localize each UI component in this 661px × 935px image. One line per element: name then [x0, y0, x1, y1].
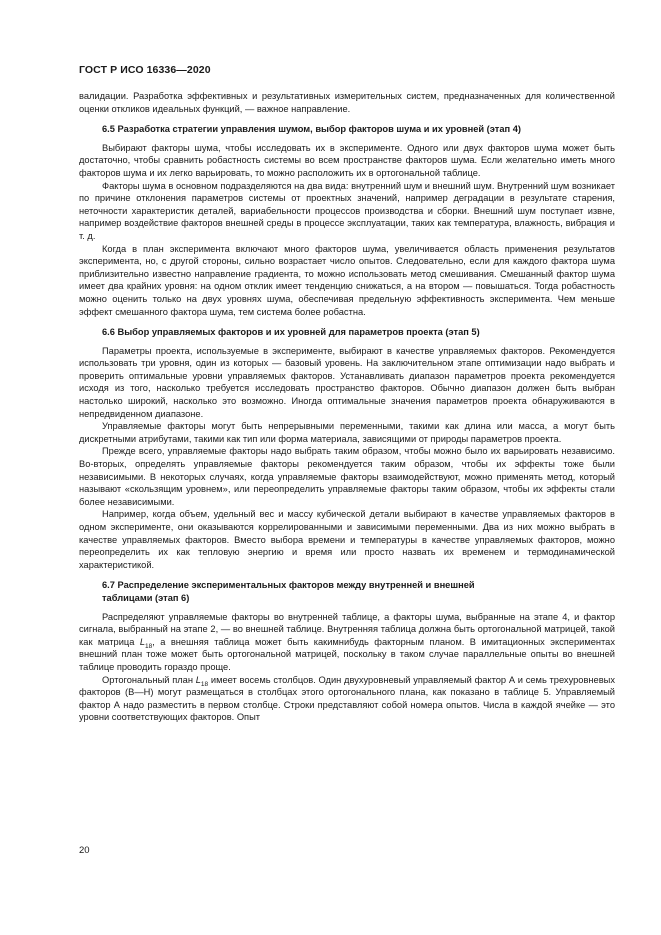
s67-p1-text-b: , а внешняя таблица может быть какимнибудь факторным планом. В имитационных экспериментах внешний план тоже может быть ортогональной матрицей, поскольку в таком случае параллельные опыты во внешней таблице проводить гораздо проще. — [79, 636, 615, 672]
plan-symbol: L — [195, 674, 201, 685]
s65-paragraph-2: Факторы шума в основном подразделяются на два вида: внутренний шум и внешний шум. Внутренний шум возникает по причине отклонения параметров системы от проектных значений, например деградации в результате старения, неточности характеристик деталей, вариабельности процессов производства и сборки. Внешний шум поступает извне, например воздействие факторов внешней среды в процессе эксплуатации, таких как температура, влажность, вибрация и т. д. — [79, 180, 615, 241]
s67-title-line-2: таблицами (этап 6) — [102, 592, 190, 603]
s66-paragraph-1: Параметры проекта, используемые в эксперименте, выбирают в качестве управляемых факторов. Рекомендуется использовать три уровня, один из которых — базовый уровень. На заключительном этапе оптимизации надо выбрать и проверить оптимальные уровни управляемых факторов. Устанавливать диапазон параметров проекта рекомендуется исходя из того, насколько требуется исследовать пространство факторов. Обычно диапазон должен быть выбран настолько широкий, насколько это возможно. Иногда оптимальные значения параметров проекта обнаруживаются в непредвиденном диапазоне. — [79, 345, 615, 419]
s66-paragraph-4: Например, когда объем, удельный вес и массу кубической детали выбирают в качестве управляемых факторов в одном эксперименте, они оказываются коррелированными и зависимыми переменными. Два из них можно выбрать в качестве управляемых факторов. Вместо выбора времени и температуры в качестве управляемых факторов, можно переопределить их как тепловую энергию и время или просто назвать их временем и термодинамической характеристикой. — [79, 509, 615, 570]
intro-paragraph: валидации. Разработка эффективных и результативных измерительных систем, предназначенных для количественной оценки откликов идеальных функций, — важное направление. — [79, 91, 615, 114]
s67-p2-text-a: Ортогональный план — [102, 674, 196, 685]
page-body — [79, 90, 615, 724]
s67-p1-text-a: Распределяют управляемые факторы во внутренней таблице, а факторы шума, выбранные на этапе 4, и фактор сигнала, выбранный на этапе 2, — во внешней таблице. Внутренняя таблица должна быть ортогональной матрицей, такой как матрица — [79, 611, 615, 647]
s65-paragraph-3: Когда в план эксперимента включают много факторов шума, увеличивается область применения результатов эксперимента, но, с другой стороны, сильно возрастает число опытов. Следовательно, если для каждого фактора шума приблизительно известно направление градиента, то можно использовать метод смешивания. Смешанный фактор шума имеет два крайних уровня: на одном отклик имеет тенденцию снижаться, а на втором — повышаться. Тогда робастность можно оценить только на двух уровнях шума, обеспечивая предельную эффективность эксперимента. Чем меньше эффект смешанного фактора шума, тем система более робастна. — [79, 243, 615, 317]
s67-p2-text-b: имеет восемь столбцов. Один двухуровневый управляемый фактор А и семь трехуровневых факторов (В—Н) могут размещаться в столбцах этого ортогонального плана, как показано в таблице 5. Управляемый фактор А надо разместить в первом столбце. Строки представляют собой номера опытов. Числа в каждой ячейке — это уровни соответствующих факторов. Опыт — [79, 674, 615, 723]
s67-paragraph-2 — [79, 674, 615, 724]
standard-header: ГОСТ Р ИСО 16336—2020 — [79, 64, 211, 76]
s65-paragraph-1: Выбирают факторы шума, чтобы исследовать их в эксперименте. Одного или двух факторов шума может быть достаточно, чтобы сравнить робастность системы во всем пространстве факторов шума. Если желательно иметь много факторов шума и их легко варьировать, то можно расположить их в ортогональной таблице. — [79, 142, 615, 178]
plan-subscript: 18 — [200, 680, 209, 688]
s66-paragraph-2: Управляемые факторы могут быть непрерывными переменными, такими как длина или масса, а могут быть дискретными атрибутами, такими как тип или форма материала, зависящими от природы параметров проекта. — [79, 421, 615, 444]
matrix-symbol: L — [139, 636, 146, 647]
section-6-5-title: 6.5 Разработка стратегии управления шумом, выбор факторов шума и их уровней (этап 4) — [102, 124, 521, 135]
page-number: 20 — [79, 845, 90, 856]
matrix-subscript: 18 — [145, 642, 153, 650]
s67-title-line-1: 6.7 Распределение экспериментальных факторов между внутренней и внешней — [102, 580, 475, 591]
section-6-6-title: 6.6 Выбор управляемых факторов и их уровней для параметров проекта (этап 5) — [102, 327, 480, 338]
s66-paragraph-3: Прежде всего, управляемые факторы надо выбрать таким образом, чтобы можно было их варьировать независимо. Во-вторых, определять управляемые факторы рекомендуется таким образом, чтобы их эффекты тоже были независимыми. В некоторых случаях, когда управляемые факторы взаимодействуют, можно применять метод, который называют «скользящим уровнем», или переопределить управляемые факторы таким образом, чтобы их эффекты стали более независимыми. — [79, 446, 615, 507]
section-6-7-title — [79, 579, 615, 604]
s67-paragraph-1 — [79, 611, 615, 674]
